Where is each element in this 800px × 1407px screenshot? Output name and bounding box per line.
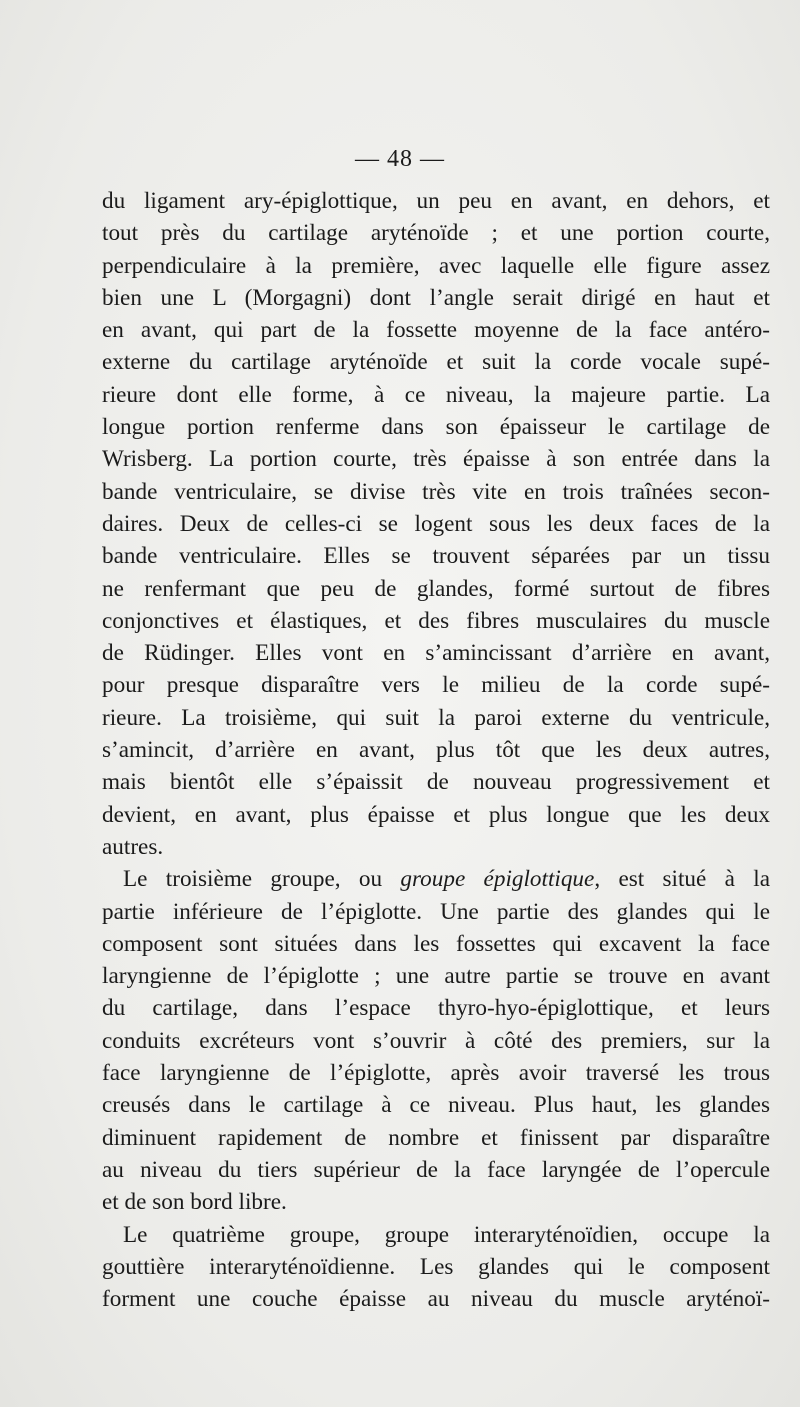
text-line: autres.	[102, 833, 164, 860]
text-line: Wrisberg. La portion courte, très épaisse à son entrée dans la	[102, 446, 770, 473]
text-line: face laryngienne de l’épiglotte, après avoir traversé les trous	[102, 1060, 770, 1087]
text-line: composent sont situées dans les fossettes qui excavent la face	[102, 930, 770, 957]
text-line: forment une couche épaisse au niveau du muscle aryténoï-	[102, 1286, 770, 1313]
text-line: du cartilage, dans l’espace thyro-hyo-épiglottique, et leurs	[102, 995, 770, 1022]
text-line: en avant, qui part de la fossette moyenne de la face antéro-	[102, 317, 770, 344]
page-number: — 48 —	[355, 146, 445, 172]
paragraph-1	[102, 185, 770, 863]
text-line: gouttière interaryténoïdienne. Les glandes qui le composent	[102, 1253, 770, 1280]
italic-term: groupe épiglottique	[400, 866, 595, 893]
text-line: bien une L (Morgagni) dont l’angle serait dirigé en haut et	[102, 284, 770, 311]
text-run: , est situé à la	[594, 866, 770, 893]
text-line: mais bientôt elle s’épaissit de nouveau progressivement et	[102, 769, 770, 796]
text-line: externe du cartilage aryténoïde et suit la corde vocale supé-	[102, 349, 770, 376]
text-line: bande ventriculaire, se divise très vite en trois traînées secon-	[102, 478, 770, 505]
text-line: pour presque disparaître vers le milieu de la corde supé-	[102, 672, 770, 699]
text-line: longue portion renferme dans son épaisseur le cartilage de	[102, 414, 770, 441]
text-run: Le troisième groupe, ou	[123, 866, 401, 893]
text-line: creusés dans le cartilage à ce niveau. Plus haut, les glandes	[102, 1092, 770, 1119]
text-line: s’amincit, d’arrière en avant, plus tôt que les deux autres,	[102, 737, 770, 764]
text-line: conjonctives et élastiques, et des fibres musculaires du muscle	[102, 607, 770, 634]
text-line: rieure dont elle forme, à ce niveau, la majeure partie. La	[102, 381, 770, 408]
paragraph-2	[102, 863, 770, 1218]
text-line	[102, 863, 770, 895]
text-line: tout près du cartilage aryténoïde ; et une portion courte,	[102, 220, 770, 247]
text-line: Le quatrième groupe, groupe interaryténoïdien, occupe la	[123, 1221, 770, 1248]
text-line: daires. Deux de celles-ci se logent sous les deux faces de la	[102, 510, 770, 537]
text-line: laryngienne de l’épiglotte ; une autre partie se trouve en avant	[102, 963, 770, 990]
text-line: rieure. La troisième, qui suit la paroi externe du ventricule,	[102, 704, 770, 731]
text-line: du ligament ary-épiglottique, un peu en avant, en dehors, et	[102, 188, 770, 214]
text-line: ne renfermant que peu de glandes, formé surtout de fibres	[102, 575, 770, 602]
text-line: devient, en avant, plus épaisse et plus longue que les deux	[102, 801, 770, 828]
text-line: et de son bord libre.	[102, 1189, 287, 1216]
text-line: de Rüdinger. Elles vont en s’amincissant d’arrière en avant,	[102, 640, 770, 667]
body-text	[102, 185, 770, 1315]
text-line: au niveau du tiers supérieur de la face laryngée de l’opercule	[102, 1156, 770, 1183]
text-line: partie inférieure de l’épiglotte. Une partie des glandes qui le	[102, 898, 770, 925]
text-line: diminuent rapidement de nombre et finissent par disparaître	[102, 1124, 770, 1151]
text-line: perpendiculaire à la première, avec laquelle elle figure assez	[102, 252, 770, 279]
text-line: bande ventriculaire. Elles se trouvent séparées par un tissu	[102, 543, 770, 570]
text-line: conduits excréteurs vont s’ouvrir à côté des premiers, sur la	[102, 1027, 770, 1054]
paragraph-3	[102, 1219, 770, 1316]
